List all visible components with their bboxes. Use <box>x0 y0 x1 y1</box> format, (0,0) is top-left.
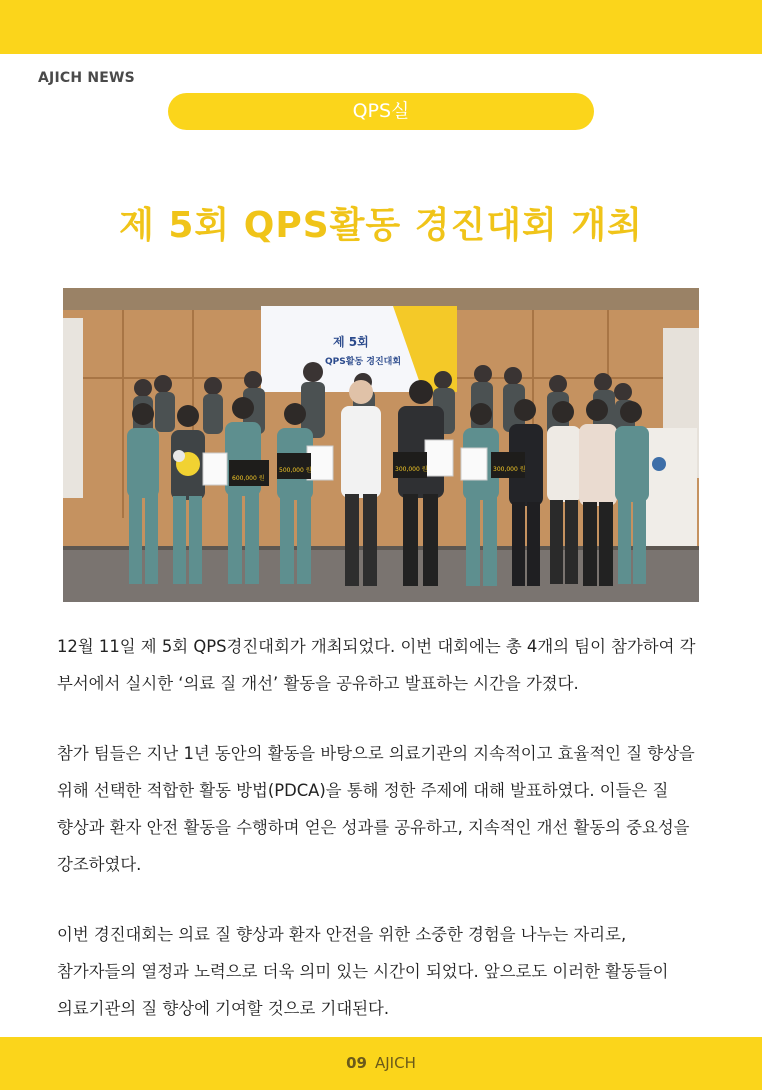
paragraph-3: 이번 경진대회는 의료 질 향상과 환자 안전을 위한 소중한 경험을 나누는 자리로, 참가자들의 열정과 노력으로 더욱 의미 있는 시간이 되었다. 앞으로도 이러한 활동들이 의료기관의 질 향상에 기여할 것으로 기대된다. <box>57 925 669 1018</box>
brand-label: AJICH NEWS <box>38 70 135 86</box>
prize-board-4: 300,000 원 <box>493 466 526 473</box>
prize-board-1: 600,000 원 <box>232 475 265 482</box>
prize-board-2: 500,000 원 <box>279 467 312 474</box>
screen-title: 제 5회 <box>333 335 369 349</box>
paragraph-2: 참가 팀들은 지난 1년 동안의 활동을 바탕으로 의료기관의 지속적이고 효율적인 질 향상을 위해 선택한 적합한 활동 방법(PDCA)을 통해 정한 주제에 대해 발표하였다. 이들은 질 향상과 환자 안전 활동을 수행하며 얻은 성과를 공유하고, 지속적인 개선 활동의 중요성을 강조하였다. <box>57 744 695 874</box>
paragraph-1: 12월 11일 제 5회 QPS경진대회가 개최되었다. 이번 대회에는 총 4개의 팀이 참가하여 각 부서에서 실시한 ‘의료 질 개선’ 활동을 공유하고 발표하는 시간을 가졌다. <box>57 637 696 693</box>
screen-subtitle: QPS활동 경진대회 <box>325 357 402 367</box>
article-photo <box>63 288 699 602</box>
top-bar <box>0 0 762 54</box>
article-title: 제 5회 QPS활동 경진대회 개최 <box>119 205 643 246</box>
article-body <box>57 628 705 1060</box>
prize-board-3: 300,000 원 <box>395 466 428 473</box>
page-number: 09 <box>346 1054 367 1072</box>
footer-brand: AJICH <box>375 1054 416 1072</box>
section-badge: QPS실 <box>168 93 594 130</box>
footer <box>0 1054 762 1072</box>
